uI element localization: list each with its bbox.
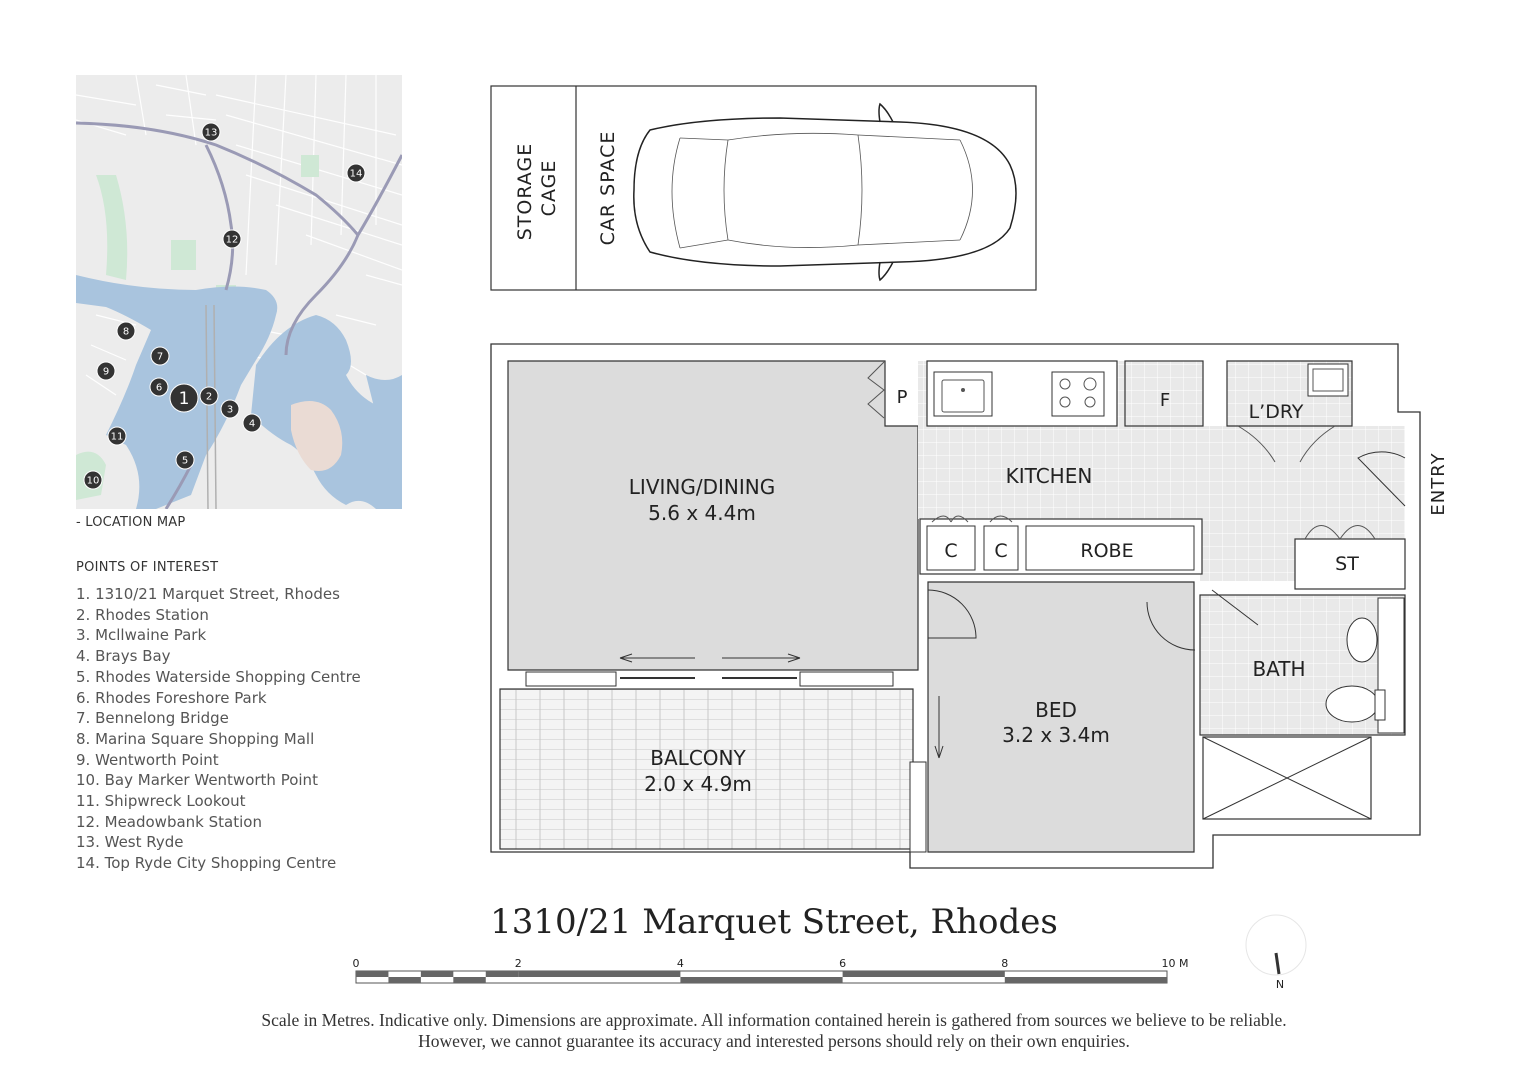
scale-segment xyxy=(421,971,453,977)
map-marker-label: 9 xyxy=(102,366,110,378)
scale-tick-label: 10 M xyxy=(1161,957,1189,970)
disclaimer-line-2: However, we cannot guarantee its accuracy and interested persons should rely on their own enquiries. xyxy=(418,1031,1130,1051)
page-title: 1310/21 Marquet Street, Rhodes xyxy=(490,902,1058,942)
living-size: 5.6 x 4.4m xyxy=(648,501,756,525)
poi-item: 10. Bay Marker Wentworth Point xyxy=(76,771,318,790)
map-marker-label: 5 xyxy=(181,455,189,467)
disclaimer-line-1: Scale in Metres. Indicative only. Dimensions are approximate. All information contained herein is gathered from sources we believe to be reliable. xyxy=(261,1010,1287,1030)
laundry-label: L’DRY xyxy=(1248,401,1304,423)
robe-label: ROBE xyxy=(1080,540,1134,562)
scale-segment xyxy=(518,971,680,977)
balcony-name: BALCONY xyxy=(650,746,746,770)
poi-item: 11. Shipwreck Lookout xyxy=(76,792,246,811)
bath-label: BATH xyxy=(1252,657,1306,681)
scale-tick-label: 6 xyxy=(839,957,847,970)
poi-title: POINTS OF INTEREST xyxy=(76,560,219,575)
map-marker-label: 14 xyxy=(349,168,363,180)
map-marker-label: 2 xyxy=(205,391,213,403)
entry-label: ENTRY xyxy=(1428,452,1449,516)
scale-tick-label: 4 xyxy=(676,957,684,970)
scale-segment xyxy=(356,971,388,977)
poi-item: 13. West Ryde xyxy=(76,833,184,852)
scale-bar xyxy=(353,957,1189,983)
poi-item: 9. Wentworth Point xyxy=(76,750,219,769)
store-label: ST xyxy=(1335,553,1359,575)
map-marker-label: 3 xyxy=(226,404,234,416)
poi-item: 5. Rhodes Waterside Shopping Centre xyxy=(76,667,361,686)
poi-item: 6. Rhodes Foreshore Park xyxy=(76,688,267,707)
poi-item: 14. Top Ryde City Shopping Centre xyxy=(76,854,337,873)
map-marker-label: 12 xyxy=(225,234,239,246)
scale-tick-label: 2 xyxy=(514,957,522,970)
compass-north-label: N xyxy=(1275,978,1285,991)
parking-area xyxy=(491,86,1036,290)
living-name: LIVING/DINING xyxy=(628,475,776,499)
poi-item: 3. Mcllwaine Park xyxy=(76,626,207,645)
disclaimer xyxy=(0,1010,1528,1052)
scale-tick-label: 0 xyxy=(352,957,360,970)
robe-cupboards xyxy=(920,516,1202,574)
scale-segment xyxy=(486,971,518,977)
bed-size: 3.2 x 3.4m xyxy=(1002,723,1110,747)
scale-segment xyxy=(388,977,420,983)
map-marker-label: 6 xyxy=(155,382,163,394)
storage-cage-label: STORAGE CAGE xyxy=(514,142,560,241)
cupboard-2-label: C xyxy=(994,540,1008,562)
scale-segment xyxy=(843,971,1005,977)
car-space-label: CAR SPACE xyxy=(597,130,619,246)
poi-item: 8. Marina Square Shopping Mall xyxy=(76,729,315,748)
scale-segment xyxy=(453,977,485,983)
map-marker-label: 4 xyxy=(248,418,256,430)
scale-segment xyxy=(680,977,842,983)
map-caption: - LOCATION MAP xyxy=(76,515,186,530)
poi-item: 2. Rhodes Station xyxy=(76,605,209,624)
poi-item: 7. Bennelong Bridge xyxy=(76,709,229,728)
map-marker-label: 11 xyxy=(110,431,124,443)
poi-item: 4. Brays Bay xyxy=(76,647,171,666)
scale-segment xyxy=(1005,977,1167,983)
cupboard-1-label: C xyxy=(944,540,958,562)
scale-tick-label: 8 xyxy=(1001,957,1009,970)
map-marker-label: 13 xyxy=(204,127,218,139)
map-marker-label: 7 xyxy=(156,351,164,363)
pantry-label: P xyxy=(896,387,908,408)
map-marker-label: 1 xyxy=(178,389,190,409)
poi-item: 1. 1310/21 Marquet Street, Rhodes xyxy=(76,585,340,603)
balcony-size: 2.0 x 4.9m xyxy=(644,772,752,796)
poi-item: 12. Meadowbank Station xyxy=(76,812,262,831)
bed-name: BED xyxy=(1035,698,1077,722)
map-marker-label: 10 xyxy=(86,475,100,487)
fridge-label: F xyxy=(1159,390,1171,411)
map-marker-label: 8 xyxy=(122,326,130,338)
kitchen-label: KITCHEN xyxy=(1005,464,1093,488)
